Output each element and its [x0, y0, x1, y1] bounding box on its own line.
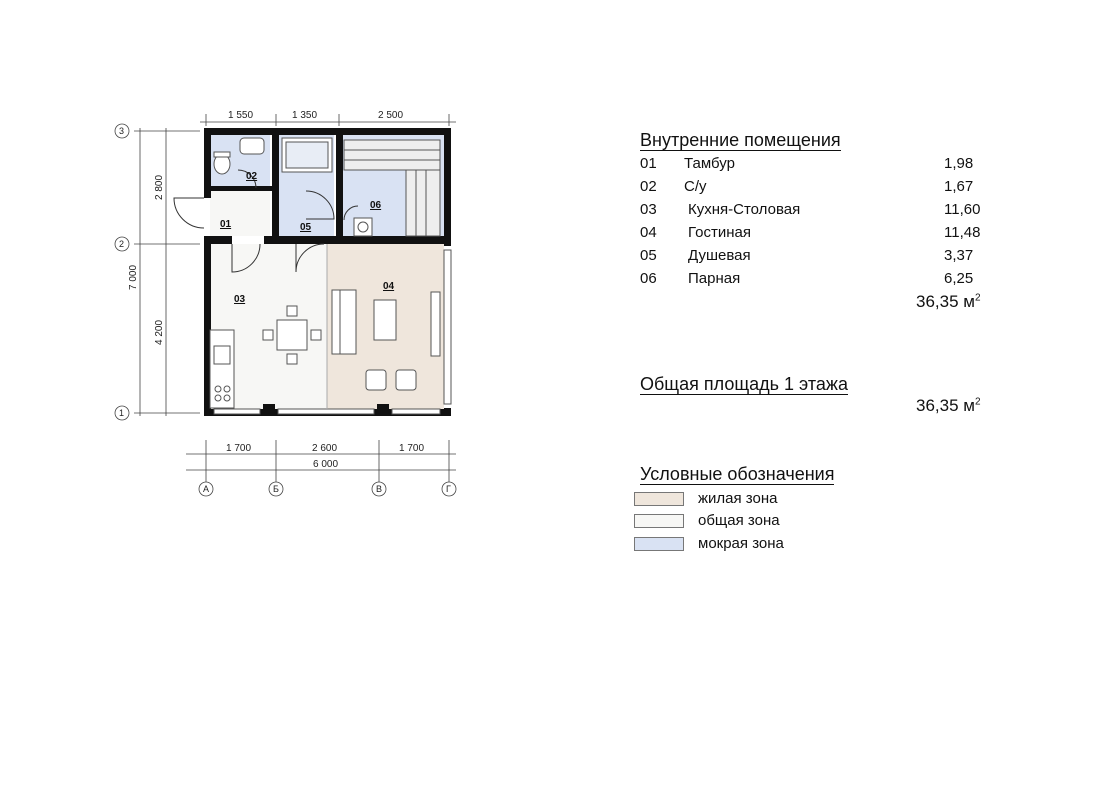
dim-left-1: 2 800 [154, 174, 165, 200]
legend-swatch-living [634, 492, 684, 506]
room-number: 02 [640, 178, 657, 195]
room-row-05 [640, 244, 1000, 267]
room-name: Душевая [688, 247, 751, 264]
room-row-04 [640, 221, 1000, 244]
legend-item-wet [634, 534, 894, 554]
zone-common-vestibule [210, 191, 270, 236]
room-name: Гостиная [688, 224, 751, 241]
room-name: С/у [684, 178, 707, 195]
dim-top-2: 1 350 [292, 110, 318, 121]
kitchen-unit-icon [210, 330, 234, 408]
dim-bottom-2: 2 600 [312, 443, 338, 454]
room-area: 11,60 [944, 201, 981, 218]
room-number: 04 [640, 224, 657, 241]
room-row-01 [640, 152, 1000, 175]
axis-row-2: 2 [119, 239, 125, 249]
floor-plan [0, 0, 520, 520]
room-name: Парная [688, 270, 741, 287]
room-label-01: 01 [220, 219, 232, 230]
room-area: 6,25 [944, 270, 974, 287]
coffee-table-icon [374, 300, 396, 340]
legend-item-common [634, 511, 894, 531]
dim-left-total: 7 000 [128, 264, 139, 290]
room-number: 05 [640, 247, 657, 264]
dim-bottom-total: 6 000 [313, 459, 339, 470]
dim-top-3: 2 500 [378, 110, 404, 121]
floor-area-unit-sup: 2 [974, 396, 981, 408]
room-row-06 [640, 267, 1000, 290]
floor-area-value: 36,35 м [916, 396, 975, 415]
dim-top-1: 1 550 [228, 110, 254, 121]
rooms-total [916, 292, 981, 312]
axis-col-g: Г [446, 484, 451, 494]
room-label-05: 05 [300, 222, 312, 233]
legend-title: Условные обозначения [640, 464, 835, 484]
sofa-icon [332, 290, 356, 354]
armchair-icon [366, 370, 386, 390]
room-number: 03 [640, 201, 657, 218]
dim-left-2: 4 200 [154, 319, 165, 345]
axis-col-a: А [203, 484, 210, 494]
dim-bottom-3: 1 700 [399, 443, 425, 454]
room-label-02: 02 [246, 171, 258, 182]
legend-label: жилая зона [698, 490, 778, 507]
legend-swatch-wet [634, 537, 684, 551]
room-name: Кухня-Столовая [688, 201, 801, 218]
room-area: 3,37 [944, 247, 974, 264]
floor-area-total [916, 396, 981, 416]
legend-label: общая зона [698, 512, 780, 529]
axis-row-1: 1 [119, 408, 125, 418]
room-label-06: 06 [370, 200, 382, 211]
axis-row-3: 3 [119, 126, 125, 136]
room-area: 11,48 [944, 224, 981, 241]
legend-label: мокрая зона [698, 535, 784, 552]
axis-col-v: В [376, 484, 383, 494]
rooms-title: Внутренние помещения [640, 130, 841, 150]
legend-swatch-common [634, 514, 684, 528]
room-label-03: 03 [234, 294, 246, 305]
rooms-total-unit-sup: 2 [974, 292, 981, 304]
floor-area-title: Общая площадь 1 этажа [640, 374, 848, 394]
legend-item-living [634, 489, 894, 509]
room-row-02 [640, 175, 1000, 198]
armchair-icon [396, 370, 416, 390]
room-number: 01 [640, 155, 657, 172]
rooms-total-value: 36,35 м [916, 292, 975, 311]
dim-bottom-1: 1 700 [226, 443, 252, 454]
axis-col-b: Б [273, 484, 279, 494]
sink-icon [240, 138, 264, 154]
room-name: Тамбур [684, 155, 735, 172]
room-area: 1,98 [944, 155, 974, 172]
tv-stand-icon [431, 292, 440, 356]
room-label-04: 04 [383, 281, 395, 292]
room-row-03 [640, 198, 1000, 221]
room-number: 06 [640, 270, 657, 287]
room-area: 1,67 [944, 178, 974, 195]
